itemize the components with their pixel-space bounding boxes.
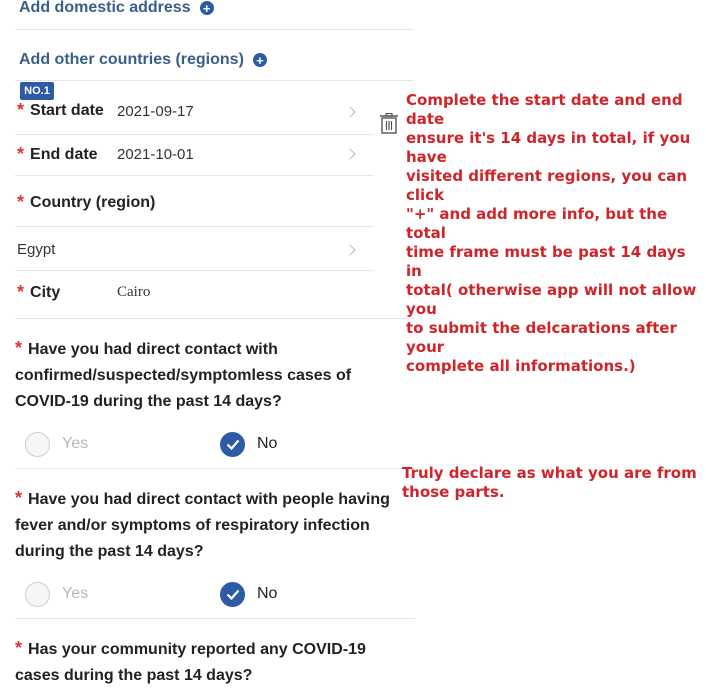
q2-yes-label[interactable]: Yes — [62, 585, 89, 602]
required-asterisk: * — [15, 638, 23, 658]
city-row — [17, 282, 60, 303]
country-row — [17, 192, 155, 213]
divider — [15, 318, 415, 319]
end-date-value[interactable]: 2021-10-01 — [117, 146, 194, 163]
end-date-label: End date — [30, 145, 98, 163]
chevron-right-icon[interactable] — [344, 244, 355, 255]
required-asterisk: * — [15, 488, 23, 508]
start-date-label: Start date — [30, 101, 104, 119]
q2-yes-radio[interactable] — [25, 582, 50, 607]
divider — [15, 270, 373, 271]
required-asterisk: * — [17, 192, 25, 212]
record-number-badge: NO.1 — [20, 82, 54, 100]
divider — [15, 618, 415, 619]
q1-no-radio[interactable] — [220, 432, 245, 457]
start-date-row[interactable] — [17, 100, 104, 121]
required-asterisk: * — [17, 282, 25, 302]
q2-no-radio[interactable] — [220, 582, 245, 607]
annotation-dates-note: Complete the start date and end date ensure it's 14 days in total, if you have visited different regions, you can click "+" and add more info, but the total time frame must be past 14 days in total( otherwise app will not allow you to submit the delcarations after your complete all informations.) — [406, 91, 697, 375]
country-label: Country (region) — [30, 193, 156, 211]
check-icon — [226, 439, 240, 450]
divider — [15, 226, 373, 227]
trash-icon[interactable] — [379, 113, 399, 140]
city-input[interactable]: Cairo — [117, 284, 151, 300]
divider — [15, 175, 373, 176]
chevron-right-icon[interactable] — [344, 148, 355, 159]
question-3: * Has your community reported any COVID-19 cases during the past 14 days? — [15, 638, 366, 684]
divider — [15, 468, 415, 469]
city-label: City — [30, 283, 61, 301]
start-date-value[interactable]: 2021-09-17 — [117, 103, 194, 120]
q1-yes-radio[interactable] — [25, 432, 50, 457]
add-other-countries-link[interactable] — [19, 51, 267, 69]
required-asterisk: * — [15, 338, 23, 358]
divider — [15, 134, 373, 135]
q1-no-label[interactable]: No — [257, 435, 278, 452]
required-asterisk: * — [17, 100, 25, 120]
country-value[interactable]: Egypt — [17, 241, 56, 258]
divider — [15, 80, 413, 81]
check-icon — [226, 589, 240, 600]
plus-circle-icon[interactable]: + — [253, 53, 267, 67]
add-other-countries-label: Add other countries (regions) — [19, 51, 244, 68]
question-2: * Have you had direct contact with people having fever and/or symptoms of respiratory infection during the past 14 days? — [15, 488, 390, 560]
required-asterisk: * — [17, 144, 25, 164]
q2-no-label[interactable]: No — [257, 585, 278, 602]
add-domestic-address-link[interactable] — [19, 0, 214, 17]
q1-yes-label[interactable]: Yes — [62, 435, 89, 452]
end-date-row[interactable] — [17, 144, 98, 165]
question-1: * Have you had direct contact with confirmed/suspected/symptomless cases of COVID-19 during the past 14 days? — [15, 338, 352, 410]
annotation-declare-note: Truly declare as what you are from those parts. — [402, 464, 697, 501]
divider — [15, 29, 413, 30]
add-domestic-address-label: Add domestic address — [19, 0, 191, 16]
plus-circle-icon[interactable]: + — [200, 1, 214, 15]
chevron-right-icon[interactable] — [344, 106, 355, 117]
